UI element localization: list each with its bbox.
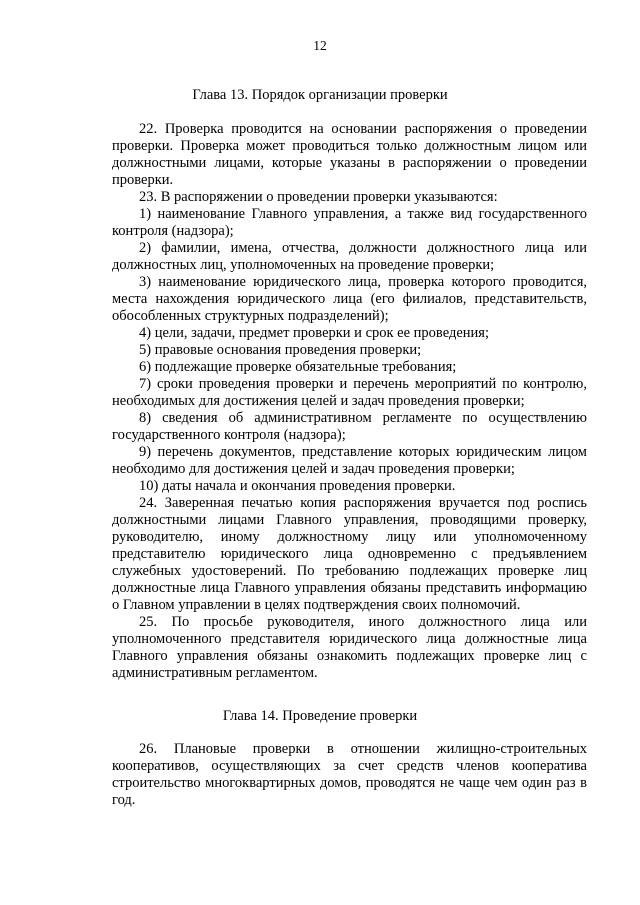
- chapter-14-body: [112, 741, 587, 809]
- list-item: 9) перечень документов, представление которых юридическим лицом необходимо для достижения целей и задач проведения проверки;: [112, 444, 587, 477]
- list-item: 1) наименование Главного управления, а также вид государственного контроля (надзора);: [112, 206, 587, 239]
- list-item: 2) фамилии, имена, отчества, должности должностного лица или должностных лиц, уполномоченных на проведение проверки;: [112, 240, 587, 273]
- page-number: 12: [313, 38, 327, 53]
- list-item: 3) наименование юридического лица, проверка которого проводится, места нахождения юридического лица (его филиалов, представительств, обособленных структурных подразделений);: [112, 274, 587, 324]
- paragraph-26: 26. Плановые проверки в отношении жилищно-строительных кооперативов, осуществляющих за счет средств членов кооператива строительство многоквартирных домов, проводятся не чаще чем один раз в год.: [112, 741, 587, 808]
- paragraph-23-list: [112, 206, 587, 495]
- paragraph-22: 22. Проверка проводится на основании распоряжения о проведении проверки. Проверка может проводиться только должностным лицом или должностными лицами, которые указаны в распоряжении о проведении проверки.: [112, 121, 587, 188]
- list-item: 6) подлежащие проверке обязательные требования;: [139, 359, 457, 375]
- list-item: 8) сведения об административном регламенте по осуществлению государственного контроля (надзора);: [112, 410, 587, 443]
- chapter-14-title: Глава 14. Проведение проверки: [222, 708, 418, 724]
- paragraph-24: 24. Заверенная печатью копия распоряжения вручается под роспись должностными лицами Главного управления, проводящими проверку, руководителю, иному должностному лицу или уполномоченному представителю юридического лица одновременно с предъявлением служебных удостоверений. По требованию подлежащих проверке лиц должностные лица Главного управления обязаны представить информацию о Главном управлении в целях подтверждения своих полномочий.: [112, 495, 587, 613]
- paragraph-25: 25. По просьбе руководителя, иного должностного лица или уполномоченного представителя юридического лица должностные лица Главного управления обязаны ознакомить подлежащих проверке лиц с административным регламентом.: [112, 614, 587, 681]
- paragraph-23-intro: 23. В распоряжении о проведении проверки указываются:: [139, 189, 498, 205]
- list-item: 7) сроки проведения проверки и перечень мероприятий по контролю, необходимых для достижения целей и задач проведения проверки;: [112, 376, 587, 409]
- list-item: 10) даты начала и окончания проведения проверки.: [139, 478, 456, 494]
- list-item: 4) цели, задачи, предмет проверки и срок ее проведения;: [139, 325, 489, 341]
- chapter-13-title: Глава 13. Порядок организации проверки: [192, 87, 448, 103]
- list-item: 5) правовые основания проведения проверки;: [139, 342, 422, 358]
- chapter-13-body: [112, 121, 587, 682]
